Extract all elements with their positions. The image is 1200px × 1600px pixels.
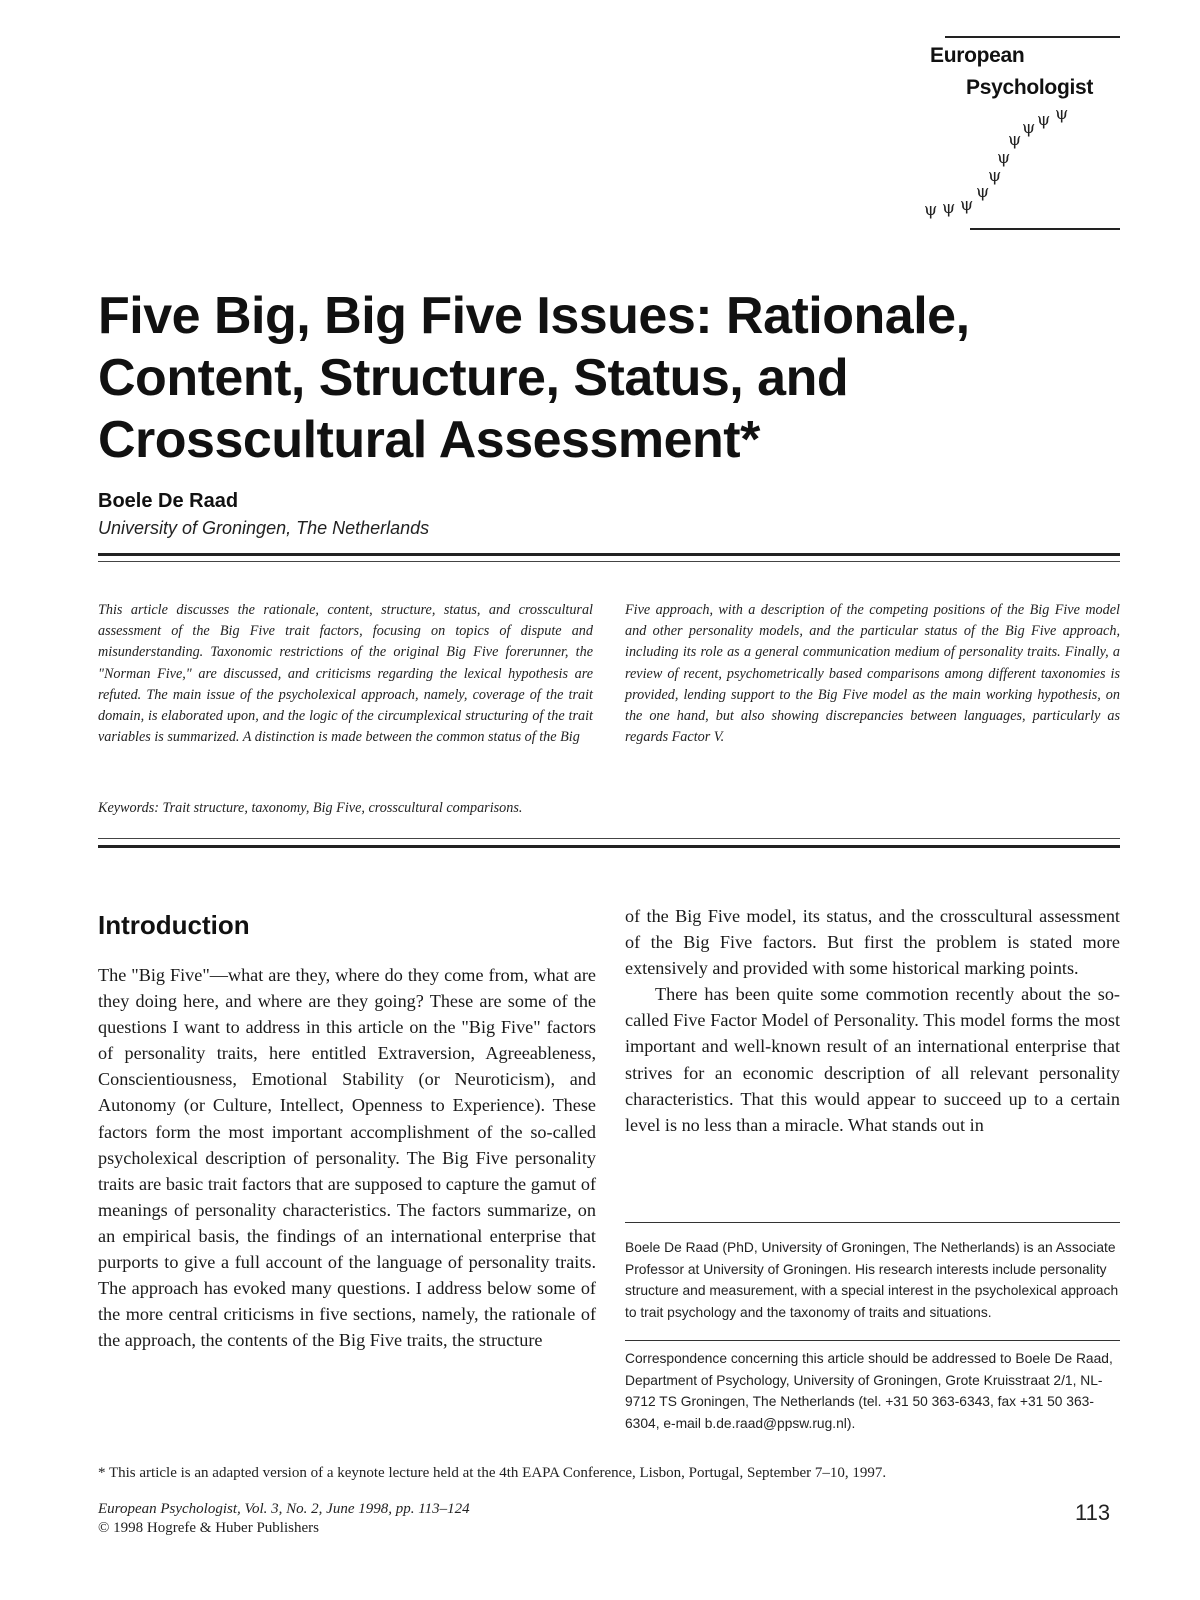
psi-symbol-icon: ψ xyxy=(1055,104,1069,124)
journal-logo xyxy=(924,30,1120,245)
logo-bottom-rule xyxy=(970,228,1120,230)
body-right-column xyxy=(625,903,1120,1138)
psi-symbol-icon: ψ xyxy=(1008,130,1022,150)
article-title: Five Big, Big Five Issues: Rationale, Content, Structure, Status, and Crosscultural Assessment* xyxy=(98,287,970,469)
note-separator-rule xyxy=(625,1222,1120,1223)
footnote: * This article is an adapted version of a keynote lecture held at the 4th EAPA Conference, Lisbon, Portugal, September 7–10, 1997. xyxy=(98,1465,887,1481)
logo-word-psychologist: Psychologist xyxy=(966,76,1094,99)
abstract-top-rule-thin xyxy=(98,561,1120,562)
psi-symbol-icon: ψ xyxy=(1022,118,1036,138)
abstract-left-column: This article discusses the rationale, content, structure, status, and crosscultural assessment of the Big Five trait factors, focusing on topics of dispute and misunderstanding. Taxonomic restrictions of the original Big Five forerunner, the "Norman Five," are discussed, and criticisms regarding the lexical hypothesis are refuted. The main issue of the psycholexical approach, namely, coverage of the trait domain, is elaborated upon, and the logic of the circumplexical structuring of the trait variables is summarized. A distinction is made between the common status of the Big xyxy=(98,602,593,746)
journal-reference xyxy=(98,1500,470,1538)
logo-top-rule xyxy=(945,36,1120,38)
abstract-bottom-rule-thin xyxy=(98,838,1120,839)
psi-symbol-icon: ψ xyxy=(942,198,956,218)
author-affiliation: University of Groningen, The Netherlands xyxy=(98,518,430,538)
psi-symbol-icon: ψ xyxy=(997,148,1011,168)
note-separator-rule xyxy=(625,1340,1120,1341)
psi-symbol-icon: ψ xyxy=(1037,110,1051,130)
abstract-top-rule xyxy=(98,553,1120,556)
journal-citation: European Psychologist, Vol. 3, No. 2, June 1998, pp. 113–124 xyxy=(98,1501,470,1517)
body-paragraph: of the Big Five model, its status, and the crosscultural assessment of the Big Five factors. But first the problem is stated more extensively and provided with some historical marking points. xyxy=(625,906,1120,979)
psi-symbol-icon: ψ xyxy=(988,166,1002,186)
logo-word-european: European xyxy=(930,44,1025,67)
author-name: Boele De Raad xyxy=(98,490,239,512)
psi-symbol-icon: ψ xyxy=(924,200,938,220)
abstract-right-column: Five approach, with a description of the competing positions of the Big Five model and other personality models, and the particular status of the Big Five approach, including its role as a general communication medium of personality traits. Finally, a review of recent, psychometrically based comparisons among different taxonomies is provided, lending support to the Big Five model as the main working hypothesis, on the one hand, but also showing discrepancies between languages, particularly as regards Factor V. xyxy=(625,602,1120,746)
body-paragraph: There has been quite some commotion recently about the so-called Five Factor Model of Personality. This model forms the most important and well-known result of an international enterprise that strives for an economic description of all relevant personality characteristics. That this would appear to succeed up to a certain level is no less than a miracle. What stands out in xyxy=(625,984,1120,1135)
section-heading-introduction: Introduction xyxy=(98,910,250,940)
page-number: 113 xyxy=(1075,1500,1111,1525)
psi-symbol-icon: ψ xyxy=(960,195,974,215)
psi-symbol-icon: ψ xyxy=(976,182,990,202)
keywords: Keywords: Trait structure, taxonomy, Big Five, crosscultural comparisons. xyxy=(98,800,523,816)
body-left-column xyxy=(98,962,596,1353)
author-bio-note: Boele De Raad (PhD, University of Groningen, The Netherlands) is an Associate Professor at University of Groningen. His research interests include personality structure and measurement, with a special interest in the psycholexical approach to trait psychology and the taxonomy of traits and situations. xyxy=(625,1240,1119,1320)
body-paragraph: The "Big Five"—what are they, where do they come from, what are they doing here, and where are they going? These are some of the questions I want to address in this article on the "Big Five" factors of personality traits, here entitled Extraversion, Agreeableness, Conscientiousness, Emotional Stability (or Neuroticism), and Autonomy (or Culture, Intellect, Openness to Experience). These factors form the most important accomplishment of the so-called psycholexical description of personality. The Big Five personality traits are basic trait factors that are supposed to capture the gamut of meanings of personality characteristics. The factors summarize, on an empirical basis, the findings of an international enterprise that purports to give a full account of the language of personality traits. The approach has evoked many questions. I address below some of the more central criticisms in five sections, namely, the rationale of the approach, the contents of the Big Five traits, the structure xyxy=(98,965,596,1351)
journal-copyright: © 1998 Hogrefe & Huber Publishers xyxy=(98,1520,319,1536)
correspondence-note: Correspondence concerning this article should be addressed to Boele De Raad, Department of Psychology, University of Groningen, Grote Kruisstraat 2/1, NL-9712 TS Groningen, The Netherlands (tel. +31 50 363-6343, fax +31 50 363-6304, e-mail b.de.raad@ppsw.rug.nl). xyxy=(625,1351,1113,1431)
abstract-bottom-rule xyxy=(98,845,1120,848)
